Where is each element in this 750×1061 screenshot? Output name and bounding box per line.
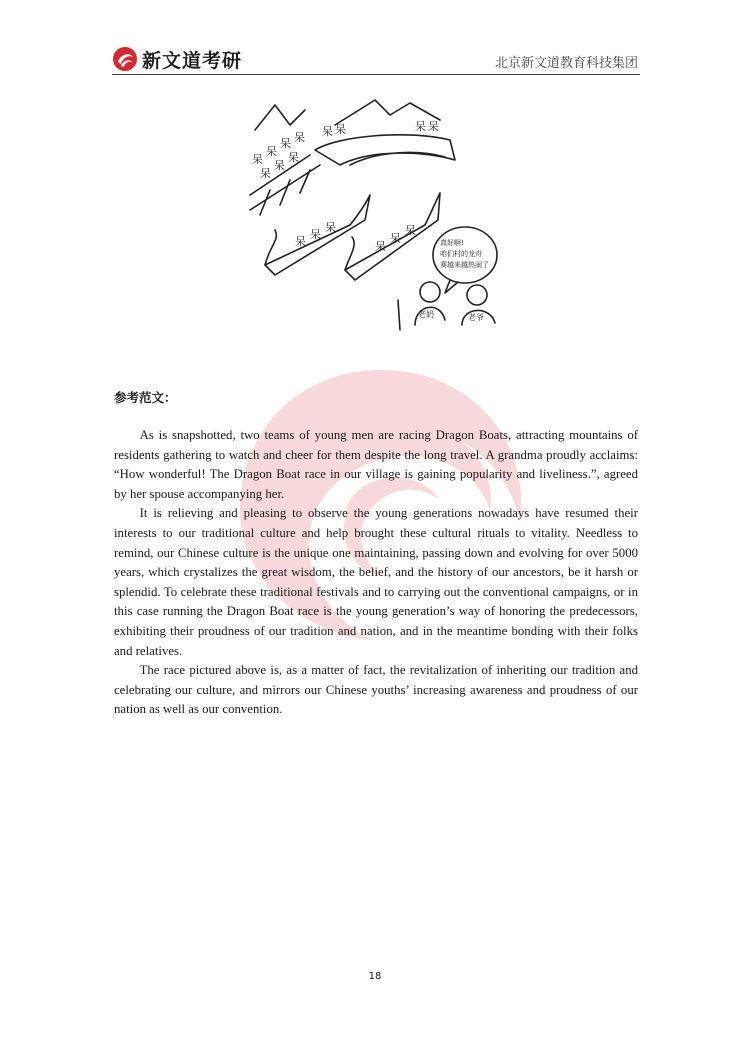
svg-text:呆: 呆 xyxy=(322,125,333,138)
essay-body xyxy=(114,426,638,720)
page-header xyxy=(112,40,640,75)
essay-paragraph-3: The race pictured above is, as a matter of fact, the revitalization of inheriting our tradition and celebrating our culture, and mirrors our Chinese youths’ increasing awareness and proudness of our nation as well as our convention. xyxy=(114,663,638,717)
svg-text:呆: 呆 xyxy=(325,221,336,234)
svg-text:呆: 呆 xyxy=(295,235,306,248)
grandma-label: 老奶 xyxy=(418,310,434,319)
svg-text:呆: 呆 xyxy=(266,145,277,158)
svg-text:呆: 呆 xyxy=(288,151,299,164)
svg-text:呆: 呆 xyxy=(280,137,291,150)
svg-text:呆: 呆 xyxy=(274,159,285,172)
speech-line-2: 咱们村的龙舟 xyxy=(440,250,482,258)
dragon-boat-illustration xyxy=(240,95,510,340)
organization-name: 北京新文道教育科技集团 xyxy=(494,56,638,71)
page-number: 18 xyxy=(368,971,382,982)
mountain-left xyxy=(255,105,305,130)
grandma-cane xyxy=(398,300,400,330)
svg-text:呆: 呆 xyxy=(415,120,426,133)
svg-text:呆: 呆 xyxy=(405,224,416,237)
svg-text:呆: 呆 xyxy=(428,120,439,133)
essay-paragraph-2: It is relieving and pleasing to observe the young generations nowadays have resumed their interests to our traditional culture and help brought these cultural rituals to vitality. Needless to remind, our Chinese culture is the unique one maintaining, passing down and evolving for over 5000 years, which crystalizes the great wisdom, the belief, and the history of our ancestors, be it harsh or splendid. To celebrate these traditional festivals and to carrying out the conventional campaigns, or in this case running the Dragon Boat race is the young generation’s way of honoring the predecessors, exhibiting their proudness of our tradition and nation, and in the meantime bonding with their folks and relatives. xyxy=(114,506,638,658)
bridge xyxy=(315,135,455,165)
svg-text:呆: 呆 xyxy=(375,240,386,253)
speech-line-1: 真好啊! xyxy=(440,239,464,247)
svg-text:呆: 呆 xyxy=(390,232,401,245)
brand-swirl-icon xyxy=(112,46,138,72)
grandpa-head xyxy=(467,285,487,305)
essay-paragraph-1: As is snapshotted, two teams of young men are racing Dragon Boats, attracting mountains of residents gathering to watch and cheer for them despite the long travel. A grandma proudly acclaims: “How wonderful! The Dragon Boat race in our village is gaining popularity and liveliness.”, agreed by her spouse accompanying her. xyxy=(114,428,638,501)
svg-text:呆: 呆 xyxy=(310,228,321,241)
svg-text:呆: 呆 xyxy=(335,123,346,136)
speech-line-3: 赛越来越热闹了 xyxy=(440,261,489,269)
svg-text:呆: 呆 xyxy=(260,167,271,180)
bridge-arch xyxy=(350,152,445,165)
svg-text:呆: 呆 xyxy=(252,153,263,166)
grandma-head xyxy=(420,282,440,302)
svg-text:呆: 呆 xyxy=(294,131,305,144)
grandpa-label: 老爷 xyxy=(468,313,484,322)
brand-logo xyxy=(112,44,242,74)
spectators-stands xyxy=(252,131,305,180)
brand-name: 新文道考研 xyxy=(142,49,243,72)
section-title: 参考范文： xyxy=(114,390,177,405)
